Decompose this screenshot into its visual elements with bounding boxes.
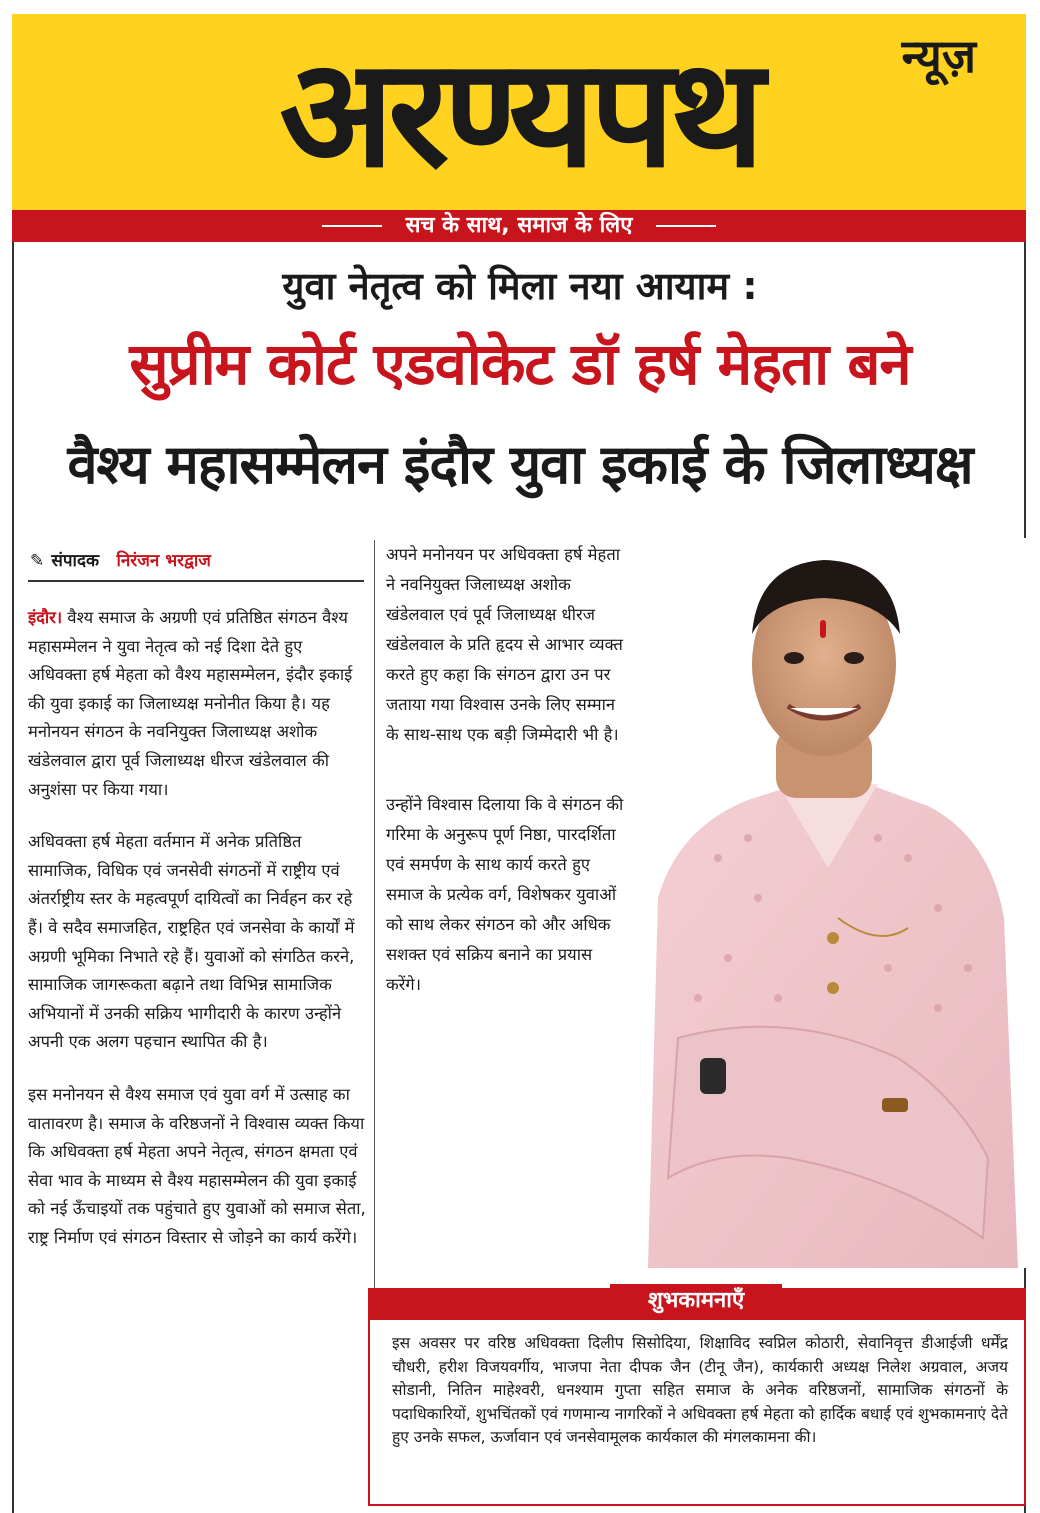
paragraph: अधिवक्ता हर्ष मेहता वर्तमान में अनेक प्रतिष्ठित सामाजिक, विधिक एवं जनसेवी संगठनों में राष्ट्रीय एवं अंतर्राष्ट्रीय स्तर के महत्वपूर्ण दायित्वों का निर्वहन कर रहे हैं। वे सदैव समाजहित, राष्ट्रहित एवं जनसेवा के कार्यों में अग्रणी भूमिका निभाते रहे हैं। युवाओं को संगठित करने, सामाजिक जागरूकता बढ़ाने तथा विभिन्न सामाजिक अभियानों में उनकी सक्रिय भागीदारी के कारण उन्होंने अपनी एक अलग पहचान स्थापित की है। (28, 832, 355, 1052)
article-column-2 (386, 540, 626, 1040)
article-column-1 (28, 604, 366, 1276)
dateline-city: इंदौर। (28, 608, 63, 627)
byline-divider (28, 580, 364, 582)
portrait-photo (638, 538, 1026, 1268)
wishes-text: इस अवसर पर वरिष्ठ अधिवक्ता दिलीप सिसोदिया, शिक्षाविद स्वप्निल कोठारी, सेवानिवृत्त डीआईजी धर्मेंद्र चौधरी, हरीश विजयवर्गीय, भाजपा नेता दीपक जैन (टीनू जैन), कार्यकारी अध्यक्ष निलेश अग्रवाल, अजय सोडानी, नितिन माहेश्वरी, धनश्याम गुप्ता सहित समाज के अनेक वरिष्ठजनों, सामाजिक संगठनों के पदाधिकारियों, शुभचिंतकों एवं गणमान्य नागरिकों ने अधिवक्ता हर्ष मेहता को हार्दिक बधाई एवं शुभकामनाएं देते हुए उनके सफल, ऊर्जावान एवं जनसेवामूलक कार्यकाल की मंगलकामना की। (392, 1334, 1008, 1446)
headline-kicker: युवा नेतृत्व को मिला नया आयाम : (282, 264, 758, 308)
headline-main: सुप्रीम कोर्ट एडवोकेट डॉ हर्ष मेहता बने (129, 330, 911, 398)
tagline: सच के साथ, समाज के लिए (405, 213, 633, 238)
byline-name: निरंजन भरद्वाज (116, 551, 211, 571)
byline (30, 548, 211, 574)
paragraph: उन्होंने विश्वास दिलाया कि वे संगठन की गरिमा के अनुरूप पूर्ण निष्ठा, पारदर्शिता एवं समर्पण के साथ कार्य करते हुए समाज के प्रत्येक वर्ग, विशेषकर युवाओं को साथ लेकर संगठन को और अधिक सशक्त एवं सक्रिय बनाने का प्रयास करेंगे। (386, 795, 624, 994)
byline-role: संपादक (51, 551, 100, 571)
wishes-box (368, 1288, 1026, 1506)
paragraph: इस मनोनयन से वैश्य समाज एवं युवा वर्ग में उत्साह का वातावरण है। समाज के वरिष्ठजनों ने विश्वास व्यक्त किया कि अधिवक्ता हर्ष मेहता अपने नेतृत्व, संगठन क्षमता एवं सेवा भाव के माध्यम से वैश्य महासम्मेलन की युवा इकाई को नई ऊँचाइयों तक पहुंचाते हुए युवाओं को समाज सेता, राष्ट्र निर्माण एवं संगठन विस्तार से जोड़ने का कार्य करेंगे। (28, 1084, 366, 1247)
paragraph-text: वैश्य समाज के अग्रणी एवं प्रतिष्ठित संगठन वैश्य महासम्मेलन ने युवा नेतृत्व को नई दिशा देते हुए अधिवक्ता हर्ष मेहता को वैश्य महासम्मेलन, इंदौर इकाई की युवा इकाई का जिलाध्यक्ष मनोनीत किया है। यह मनोनयन संगठन के नवनियुक्त जिलाध्यक्ष अशोक खंडेलवाल द्वारा पूर्व जिलाध्यक्ष धीरज खंडेलवाल की अनुशंसा पर किया गया। (28, 608, 353, 799)
news-label: न्यूज़ (901, 29, 976, 83)
masthead (12, 14, 1026, 210)
paragraph (28, 604, 366, 804)
newspaper-title: अरण्यपथ (279, 27, 759, 201)
headline-sub: वैश्य महासम्मेलन इंदौर युवा इकाई के जिलाध्यक्ष (67, 433, 973, 496)
tagline-bar (12, 210, 1026, 242)
tagline-dash-left (322, 225, 382, 227)
pen-icon: ✎ (30, 551, 45, 571)
portrait-illustration (638, 538, 1026, 1268)
tagline-dash-right (656, 225, 716, 227)
paragraph: अपने मनोनयन पर अधिवक्ता हर्ष मेहता ने नवनियुक्त जिलाध्यक्ष अशोक खंडेलवाल एवं पूर्व जिलाध्यक्ष धीरज खंडेलवाल के प्रति हृदय से आभार व्यक्त करते हुए कहा कि संगठन द्वारा उन पर जताया गया विश्वास उनके लिए सम्मान के साथ-साथ एक बड़ी जिम्मेदारी भी है। (386, 545, 623, 744)
wishes-title: शुभकामनाएँ (610, 1284, 782, 1320)
